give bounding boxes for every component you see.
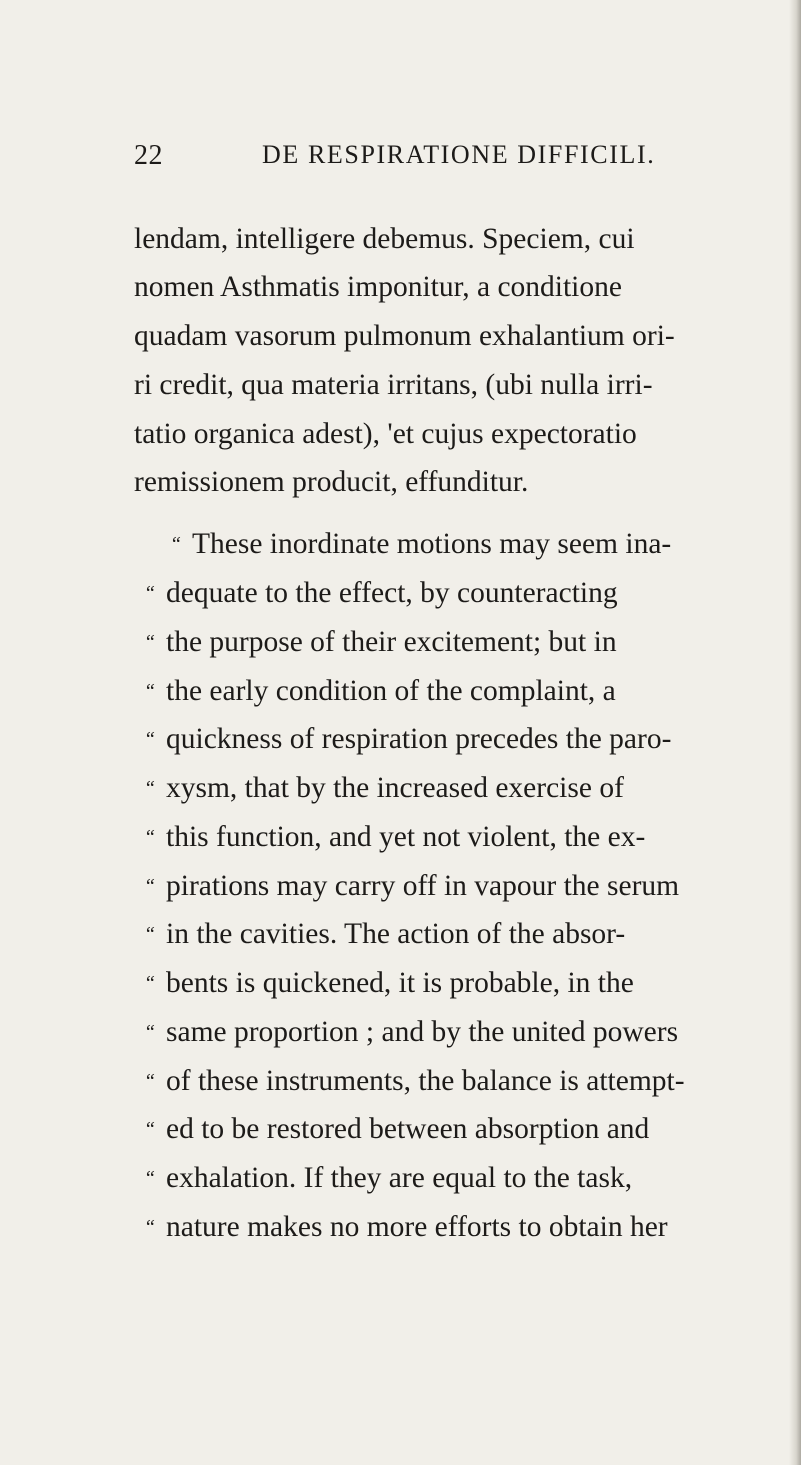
quote-mark: “ bbox=[144, 923, 156, 945]
quote-mark: “ bbox=[144, 972, 156, 994]
quote-mark: “ bbox=[144, 875, 156, 897]
english-line-9: in the cavities. The action of the absor- bbox=[166, 918, 626, 950]
quote-mark: “ bbox=[144, 1118, 156, 1140]
english-line-5: quickness of respiration precedes the paro- bbox=[166, 723, 672, 755]
latin-line-4: ri credit, qua materia irritans, (ubi nulla irri- bbox=[134, 369, 653, 401]
english-line-8: pirations may carry off in vapour the serum bbox=[166, 870, 680, 902]
english-line-2: dequate to the effect, by counteracting bbox=[166, 577, 618, 609]
english-line-10: bents is quickened, it is probable, in the bbox=[166, 967, 634, 999]
english-line-13: ed to be restored between absorption and bbox=[166, 1113, 650, 1145]
english-line-4: the early condition of the complaint, a bbox=[166, 675, 616, 707]
latin-line-3: quadam vasorum pulmonum exhalantium ori- bbox=[134, 320, 675, 352]
english-line-6: xysm, that by the increased exercise of bbox=[166, 772, 624, 804]
english-line-3: the purpose of their excitement; but in bbox=[166, 626, 617, 658]
quote-mark: “ bbox=[144, 1021, 156, 1043]
quote-mark: “ bbox=[144, 1070, 156, 1092]
english-line-14: exhalation. If they are equal to the task, bbox=[166, 1162, 633, 1194]
english-line-11: same proportion ; and by the united powers bbox=[166, 1016, 679, 1048]
quote-mark: “ bbox=[144, 728, 156, 750]
page-header bbox=[134, 140, 694, 180]
latin-line-6: remissionem producit, effunditur. bbox=[134, 466, 529, 498]
english-line-15: nature makes no more efforts to obtain her bbox=[166, 1211, 668, 1243]
quote-mark: “ bbox=[144, 680, 156, 702]
page-number: 22 bbox=[134, 140, 163, 171]
quote-mark: “ bbox=[144, 1216, 156, 1238]
english-line-7: this function, and yet not violent, the ex- bbox=[166, 821, 646, 853]
latin-line-2: nomen Asthmatis imponitur, a conditione bbox=[134, 271, 622, 303]
english-line-12: of these instruments, the balance is attempt- bbox=[166, 1065, 685, 1097]
quote-mark: “ bbox=[144, 826, 156, 848]
latin-line-5: tatio organica adest), 'et cujus expectoratio bbox=[134, 418, 637, 450]
quote-mark: “ bbox=[144, 631, 156, 653]
quote-mark: “ bbox=[144, 582, 156, 604]
page-edge-shadow bbox=[789, 0, 801, 1465]
latin-line-1: lendam, intelligere debemus. Speciem, cui bbox=[134, 223, 635, 255]
running-title: DE RESPIRATIONE DIFFICILI. bbox=[262, 140, 656, 169]
quote-mark: “ bbox=[144, 777, 156, 799]
english-line-1: These inordinate motions may seem ina- bbox=[192, 528, 672, 560]
quote-mark: “ bbox=[144, 1167, 156, 1189]
quote-mark: “ bbox=[170, 533, 182, 555]
